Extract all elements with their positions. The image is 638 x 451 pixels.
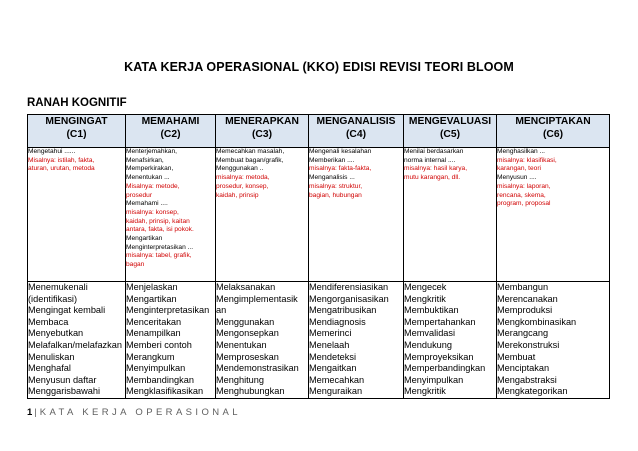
description-line: misalnya: konsep,: [126, 208, 179, 216]
description-line: rencana, skema,: [497, 191, 546, 199]
description-cell: [404, 148, 497, 282]
description-line: Memahami ....: [126, 200, 168, 208]
verb-item: Merencanakan: [497, 293, 558, 304]
verb-item: Mengkritik: [404, 293, 446, 304]
verb-list-cell: [309, 282, 404, 399]
verb-item: Mengimplementasik: [216, 293, 298, 304]
column-name: MENGEVALUASI: [408, 116, 492, 127]
verb-item: Menjelaskan: [126, 282, 178, 292]
description-line: antara, fakta, isi pokok.: [126, 226, 194, 234]
description-line: bagan: [126, 261, 145, 269]
verb-item: Menginterpretasikan: [126, 305, 210, 316]
column-header-c1: [28, 115, 126, 148]
description-line: kaidah, prinsip, kaitan: [126, 217, 190, 225]
description-line: misalnya: klasifikasi,: [497, 156, 557, 164]
description-line: Mengenali kesalahan: [309, 148, 372, 155]
description-line: Memecahkan masalah,: [216, 148, 285, 155]
column-code: (C3): [251, 129, 273, 140]
section-title: RANAH KOGNITIF: [27, 97, 127, 109]
verb-item: Mendeteksi: [309, 351, 356, 362]
description-line: Menilai berdasarkan: [404, 148, 464, 155]
description-line: kaidah, prinsip: [216, 191, 259, 199]
verb-item: Mengartikan: [126, 293, 177, 304]
verb-item: Memecahkan: [309, 374, 365, 385]
description-line: karangan, teori: [497, 165, 541, 173]
verb-list-cell: [126, 282, 216, 399]
verb-item: Membuktikan: [404, 305, 459, 316]
page-number: 1: [27, 407, 33, 418]
description-line: misalnya: fakta-fakta,: [309, 165, 372, 173]
description-line: Menganalisis ...: [309, 174, 355, 182]
verb-list-cell: [497, 282, 610, 399]
description-line: misalnya: metoda,: [216, 174, 270, 182]
description-line: Mengartikan: [126, 235, 163, 243]
verb-item: Mempertahankan: [404, 316, 476, 327]
description-line: misalnya: tabel, grafik,: [126, 252, 192, 260]
verb-item: Mengingat kembali: [28, 305, 106, 316]
description-line: Misalnya: istilah, fakta,: [28, 156, 95, 164]
verb-item: Memproseskan: [216, 351, 279, 362]
description-line: misalnya: laporan,: [497, 182, 551, 190]
description-line: misalnya: hasil karya,: [404, 165, 468, 173]
verb-list-cell: [216, 282, 309, 399]
verb-item: Mendiagnosis: [309, 316, 366, 327]
description-line: Misalnya: metode,: [126, 182, 180, 190]
verb-item: Melaksanakan: [216, 282, 276, 292]
verb-item: Menampilkan: [126, 328, 181, 339]
column-name: MENGINGAT: [45, 116, 108, 127]
verb-item: Mengatribusikan: [309, 305, 377, 316]
verb-item: Menentukan: [216, 339, 267, 350]
verb-item: Memproyeksikan: [404, 351, 474, 362]
column-code: (C5): [439, 129, 461, 140]
verb-item: Memproduksi: [497, 305, 553, 316]
description-line: misalnya: struktur,: [309, 182, 363, 190]
description-line: Menterjemahkan,: [126, 148, 177, 155]
verb-item: Menggunakan: [216, 316, 275, 327]
column-header-c3: [216, 115, 309, 148]
verb-item: Mengkategorikan: [497, 386, 568, 397]
document-title: KATA KERJA OPERASIONAL (KKO) EDISI REVISI TEORI BLOOM: [124, 60, 514, 74]
verb-item: Menceritakan: [126, 316, 182, 327]
header-row: [28, 115, 610, 148]
verb-item: Merangkum: [126, 351, 175, 362]
kko-table: [27, 114, 610, 399]
verb-item: Menggarisbawahi: [28, 386, 101, 397]
column-header-c6: [497, 115, 610, 148]
description-line: mutu karangan, dll.: [404, 174, 461, 182]
column-code: (C2): [160, 129, 181, 140]
verb-item: Membandingkan: [126, 374, 194, 385]
column-code: (C4): [345, 129, 367, 140]
verb-item: Menemukenali: [28, 282, 88, 292]
footer-label: KATA KERJA OPERASIONAL: [39, 407, 241, 418]
description-line: Menafsirkan,: [126, 156, 164, 164]
column-name: MEMAHAMI: [141, 116, 200, 127]
column-header-c4: [309, 115, 404, 148]
description-line: Memperkirakan,: [126, 165, 174, 173]
verb-item: Merangcang: [497, 328, 549, 339]
description-cell: [497, 148, 610, 282]
description-line: prosedur, konsep,: [216, 182, 269, 190]
verb-item: Mengkritik: [404, 386, 446, 397]
verb-item: Merekonstruksi: [497, 339, 560, 350]
column-code: (C6): [542, 129, 564, 140]
verb-item: Membaca: [28, 316, 69, 327]
verb-list-cell: [404, 282, 497, 399]
verb-item: Melafalkan/melafazkan: [28, 339, 122, 350]
description-line: Membuat bagan/grafik,: [216, 156, 284, 164]
verb-item: an: [216, 305, 227, 316]
description-line: Mengetahui ......: [28, 148, 76, 155]
description-line: Menggunakan ..: [216, 165, 264, 173]
verb-item: Mendemonstrasikan: [216, 363, 299, 374]
verbs-row: [28, 282, 610, 399]
verb-item: Menyimpulkan: [126, 363, 186, 374]
description-line: program, proposal: [497, 200, 551, 208]
column-header-c2: [126, 115, 216, 148]
verb-item: Mendiferensiasikan: [309, 282, 389, 292]
page-footer: [27, 407, 241, 418]
column-name: MENERAPKAN: [225, 116, 299, 127]
description-cell: [216, 148, 309, 282]
description-cell: [28, 148, 126, 282]
column-name: MENCIPTAKAN: [515, 116, 591, 127]
verb-item: Menghubungkan: [216, 386, 285, 397]
column-code: (C1): [66, 129, 87, 140]
verb-item: Mendukung: [404, 339, 453, 350]
verb-item: Menyebutkan: [28, 328, 84, 339]
description-cell: [309, 148, 404, 282]
verb-item: Menghafal: [28, 363, 71, 374]
verb-item: Menuliskan: [28, 351, 75, 362]
verb-item: Mengabstraksi: [497, 374, 557, 385]
column-header-c5: [404, 115, 497, 148]
verb-item: Memerinci: [309, 328, 352, 339]
verb-item: Mengkombinasikan: [497, 316, 577, 327]
description-line: Memberikan ....: [309, 156, 355, 164]
verb-item: Memperbandingkan: [404, 363, 486, 374]
verb-list-cell: [28, 282, 126, 399]
verb-item: Menyimpulkan: [404, 374, 464, 385]
verb-item: Menyusun daftar: [28, 374, 97, 385]
description-row: [28, 148, 610, 282]
verb-item: Mengonsepkan: [216, 328, 279, 339]
description-line: norma internal ....: [404, 156, 456, 164]
verb-item: Membuat: [497, 351, 536, 362]
verb-item: Membangun: [497, 282, 549, 292]
column-name: MENGANALISIS: [316, 116, 396, 127]
description-line: aturan, urutan, metoda: [28, 165, 95, 173]
verb-item: Memberi contoh: [126, 339, 192, 350]
description-line: bagian, hubungan: [309, 191, 362, 199]
description-line: Menentukan ...: [126, 174, 170, 182]
verb-item: Mengorganisasikan: [309, 293, 389, 304]
description-line: Menginterpretasikan ...: [126, 243, 194, 251]
verb-item: Menciptakan: [497, 363, 550, 374]
footer-separator: |: [34, 407, 37, 418]
verb-item: Mengecek: [404, 282, 447, 292]
verb-item: Mengaitkan: [309, 363, 357, 374]
verb-item: Memvalidasi: [404, 328, 456, 339]
verb-item: Menelaah: [309, 339, 350, 350]
verb-item: (identifikasi): [28, 293, 78, 304]
verb-item: Menguraikan: [309, 386, 363, 397]
verb-item: Mengklasifikasikan: [126, 386, 204, 397]
description-line: Menyusun ....: [497, 174, 537, 182]
description-cell: [126, 148, 216, 282]
description-line: Menghasilkan ...: [497, 148, 546, 155]
verb-item: Menghitung: [216, 374, 265, 385]
description-line: prosedur: [126, 191, 153, 199]
